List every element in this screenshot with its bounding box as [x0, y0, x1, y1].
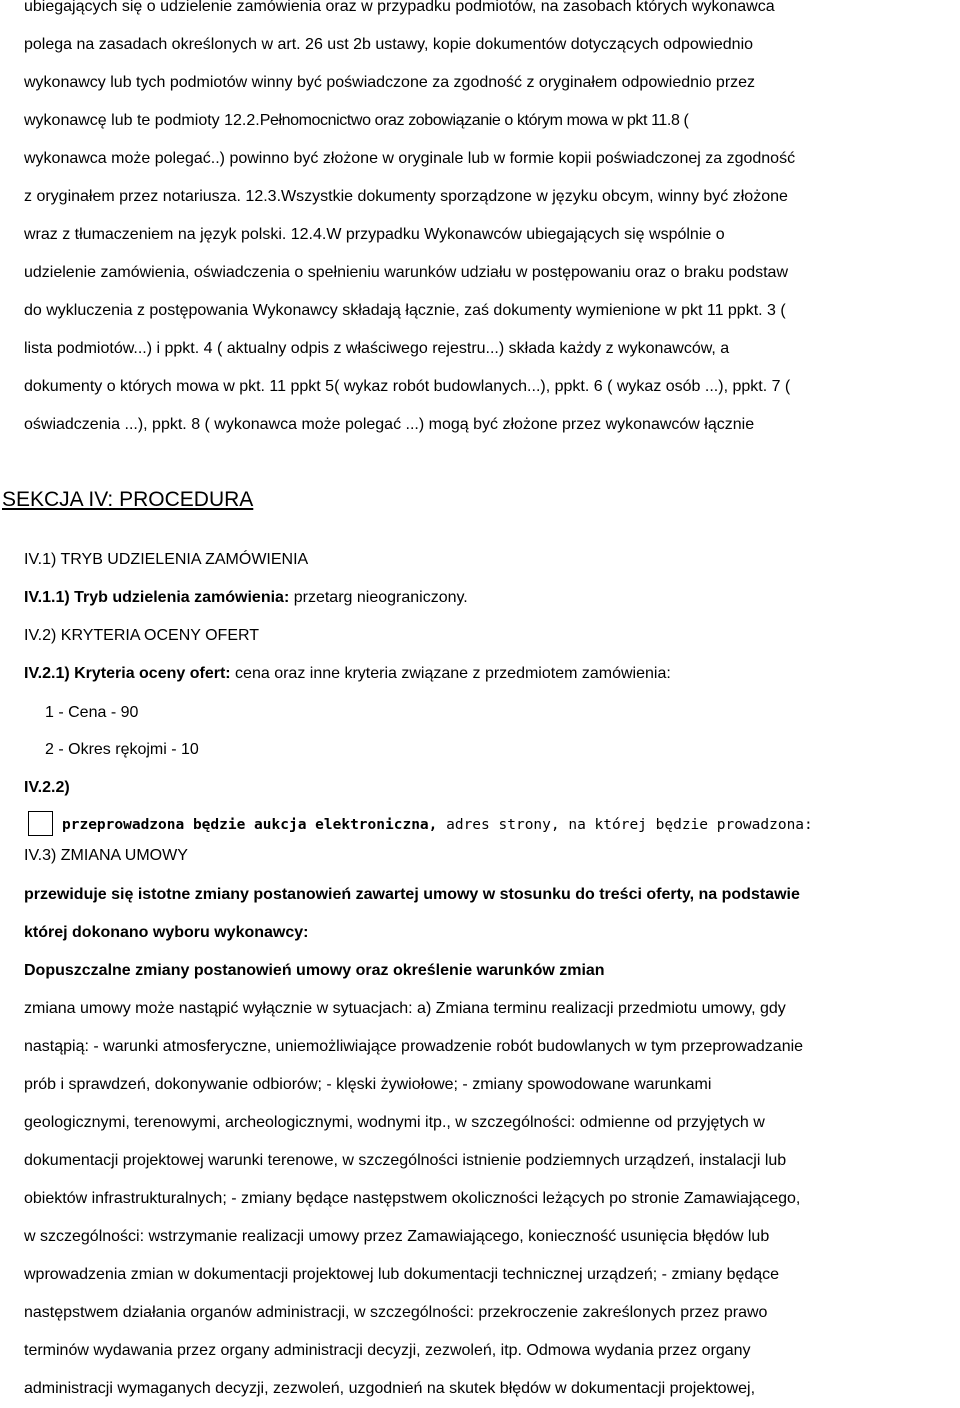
text-line: w szczególności: wstrzymanie realizacji umowy przez Zamawiającego, konieczność usunięcia błędów lub — [24, 1228, 770, 1245]
section-title: SEKCJA IV: PROCEDURA — [2, 488, 254, 511]
text-line: nastąpią: - warunki atmosferyczne, uniemożliwiające prowadzenie robót budowlanych w tym przeprowadzanie — [24, 1038, 804, 1055]
text-line — [24, 102, 960, 140]
text-line — [24, 216, 960, 254]
iv22-label: IV.2.2) — [24, 779, 70, 796]
zmiana-bold-paragraph — [24, 876, 960, 990]
text-line: terminów wydawania przez organy administracji decyzji, zezwoleń, itp. Odmowa wydania przez organy — [24, 1342, 751, 1359]
text-line: zmiana umowy może nastąpić wyłącznie w sytuacjach: a) Zmiana terminu realizacji przedmiotu umowy, gdy — [24, 1000, 786, 1017]
auction-bold: przeprowadzona będzie aukcja elektroniczna, — [62, 817, 438, 833]
text-span: wraz z tłumaczeniem na język polski. 12.4. — [24, 226, 327, 243]
text-span: wykonawca może polegać. — [24, 150, 216, 167]
text-line: przewiduje się istotne zmiany postanowień zawartej umowy w stosunku do treści oferty, na podstawie — [24, 886, 800, 903]
text-line: administracji wymaganych decyzji, zezwoleń, uzgodnień na skutek błędów w dokumentacji projektowej, — [24, 1380, 756, 1397]
text-line: ubiegających się o udzielenie zamówienia oraz w przypadku podmiotów, na zasobach których wykonawca — [24, 0, 775, 15]
text-line: udzielenie zamówienia, oświadczenia o spełnieniu warunków udziału w postępowaniu oraz o braku podstaw — [24, 264, 789, 281]
text-line: lista podmiotów...) i ppkt. 4 ( aktualny odpis z właściwego rejestru...) składa każdy z wykonawców, a — [24, 340, 730, 357]
tryb-value: przetarg nieograniczony. — [289, 589, 468, 606]
criterion-1: 1 - Cena - 90 — [45, 704, 139, 721]
auction-line — [62, 813, 813, 837]
text-span: Wszystkie dokumenty sporządzone w języku obcym, winny być złożone — [281, 188, 788, 205]
text-span: z oryginałem przez notariusza. 12.3. — [24, 188, 282, 205]
text-line: wykonawcy lub tych podmiotów winny być poświadczone za zgodność z oryginałem odpowiednio przez — [24, 74, 756, 91]
text-span: .) powinno być złożone w oryginale lub w formie kopii poświadczonej za zgodność — [215, 150, 796, 167]
auction-checkbox[interactable] — [28, 811, 53, 836]
text-span: W przypadku Wykonawców ubiegających się wspólnie o — [326, 226, 725, 243]
auction-rest: adres strony, na której będzie prowadzona: — [437, 817, 813, 833]
text-line: Dopuszczalne zmiany postanowień umowy oraz określenie warunków zmian — [24, 962, 605, 979]
text-line: geologicznymi, terenowymi, archeologicznymi, wodnymi itp., w szczególności: odmienne od przyjętych w — [24, 1114, 765, 1131]
text-line: polega na zasadach określonych w art. 26 ust 2b ustawy, kopie dokumentów dotyczących odpowiednio — [24, 36, 754, 53]
zmiana-paragraph — [24, 990, 960, 1408]
criterion-2: 2 - Okres rękojmi - 10 — [45, 741, 199, 758]
text-line: dokumenty o których mowa w pkt. 11 ppkt 5( wykaz robót budowlanych...), ppkt. 6 ( wykaz osób ...), ppkt. 7 ( — [24, 378, 791, 395]
kryteria-line — [24, 662, 960, 686]
heading-kryteria: IV.2) KRYTERIA OCENY OFERT — [24, 627, 260, 644]
text-line — [24, 140, 960, 178]
tryb-line — [24, 586, 960, 610]
text-line: której dokonano wyboru wykonawcy: — [24, 924, 309, 941]
heading-tryb: IV.1) TRYB UDZIELENIA ZAMÓWIENIA — [24, 551, 309, 568]
paragraph-documents-certification — [24, 0, 960, 444]
text-line: prób i sprawdzeń, dokonywanie odbiorów; - klęski żywiołowe; - zmiany spowodowane warunkami — [24, 1076, 712, 1093]
text-span: Pełnomocnictwo oraz zobowiązanie o którym mowa w pkt 11.8 ( — [259, 112, 689, 129]
heading-zmiana: IV.3) ZMIANA UMOWY — [24, 847, 188, 864]
kryteria-label: IV.2.1) Kryteria oceny ofert: — [24, 665, 231, 682]
text-line: obiektów infrastrukturalnych; - zmiany będące następstwem okoliczności leżących po stronie Zamawiającego, — [24, 1190, 801, 1207]
text-line — [24, 178, 960, 216]
tryb-label: IV.1.1) Tryb udzielenia zamówienia: — [24, 589, 290, 606]
text-line: następstwem działania organów administracji, w szczególności: przekroczenie zakreślonych przez prawo — [24, 1304, 768, 1321]
text-line: wprowadzenia zmian w dokumentacji projektowej lub dokumentacji technicznej urządzeń; - zmiany będące — [24, 1266, 780, 1283]
kryteria-value: cena oraz inne kryteria związane z przedmiotem zamówienia: — [230, 665, 671, 682]
text-line: oświadczenia ...), ppkt. 8 ( wykonawca może polegać ...) mogą być złożone przez wykonawców łącznie — [24, 416, 755, 433]
text-line: do wykluczenia z postępowania Wykonawcy składają łącznie, zaś dokumenty wymienione w pkt 11 ppkt. 3 ( — [24, 302, 786, 319]
text-line: dokumentacji projektowej warunki terenowe, w szczególności istnienie podziemnych urządzeń, instalacji lub — [24, 1152, 787, 1169]
text-span: wykonawcę lub te podmioty 12.2. — [24, 112, 260, 129]
